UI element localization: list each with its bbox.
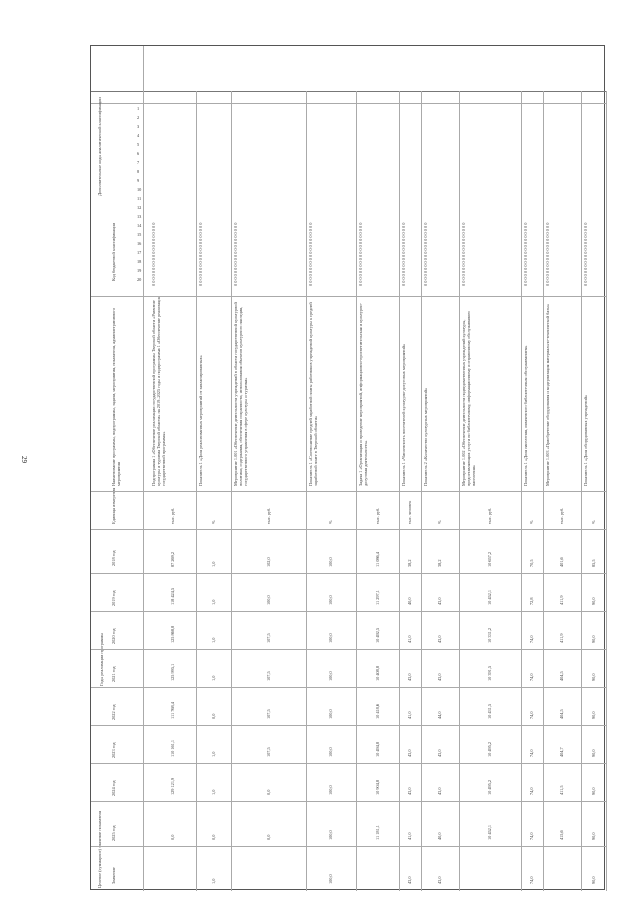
row-name: Показатель 1 «Доля оборудованных учреждений» [583,394,588,486]
row-value: 110 161,1 [169,739,175,757]
row-value: 10 495,2 [487,779,492,795]
column-number: 9 [137,178,140,183]
row-unit: тыс. руб. [169,507,175,524]
row-value: 38,2 [407,559,412,567]
row-value: 10 452,1 [487,824,492,840]
column-number: 3 [137,124,140,129]
row-unit: тыс. руб. [487,507,492,524]
column-number: 11 [137,196,142,201]
column-number: 10 [137,187,142,192]
row-value: 90,0 [590,597,596,605]
row-name: Показатель 1 «Соотношение средней заработной платы работников учреждений культуры к средней заработной плате в Тверской области» [308,301,318,486]
row-value: 43,0 [407,749,412,757]
column-number: 16 [137,241,142,246]
row-value: 74,0 [529,787,534,795]
row-unit: % [328,520,333,524]
table-row [521,46,543,891]
row-value: 125 995,1 [169,663,175,681]
row-value: 74,0 [529,673,534,681]
row-value: 38,2 [437,559,442,567]
row-value: 40,0 [407,597,412,605]
number-strip-divider [143,46,144,891]
row-value: 70,5 [529,559,534,567]
column-header: Значение [111,867,116,884]
target-group-header: Целевое (суммарное) значение показателя [97,810,102,888]
row-codes: 0 0 0 0 0 0 0 0 0 0 0 0 0 0 0 0 0 0 0 0 [461,222,466,286]
row-unit: % [529,520,534,524]
row-value: 10 408,8 [374,665,380,681]
row-unit: тыс. руб. [559,507,564,524]
row-value: 87 269,2 [169,551,175,567]
column-number: 8 [137,169,140,174]
row-value: 44,0 [437,711,442,719]
row-value: 74,0 [529,832,534,840]
row-codes: 0 0 0 0 0 0 0 0 0 0 0 0 0 0 0 0 0 0 0 0 [233,222,238,286]
row-value: 10 657,2 [487,551,492,567]
table-row [581,46,606,891]
column-divider [91,573,606,574]
row-name: Мероприятие 1.001 «Обеспечение деятельности учреждений в области государственной культурной политики, содержания, обеспечения сохранности, использования объектов культурного наследия, государственного управления в сфере культуры и туризма» [233,301,248,486]
row-target: 1,0 [210,878,216,884]
row-value: 90,0 [590,673,596,681]
column-number: 19 [137,268,142,273]
column-header: Единица измерения [111,487,116,524]
column-number: 1 [137,106,140,111]
row-value: 10 904,8 [374,779,380,795]
row-value: 1,0 [210,751,216,757]
row-value: 90,0 [590,635,596,643]
row-target: 43,0 [407,876,412,884]
column-divider [91,846,606,847]
row-value: 100,0 [328,830,333,840]
column-header: 2025 год [111,825,116,841]
row-value: 40,0 [437,832,442,840]
row-value: 90,0 [590,787,596,795]
row-codes: 0 0 0 0 0 0 0 0 0 0 0 0 0 0 0 0 0 0 0 0 [423,222,428,286]
row-value: 11 086,4 [374,552,380,567]
row-codes: 0 0 0 0 0 0 0 0 0 0 0 0 0 0 0 0 0 0 0 0 [358,222,363,286]
values-group-header: Годы реализации программы [99,632,104,686]
row-value: 90,0 [590,832,596,840]
row-name: Показатель 1 «Численность посетителей культурно-досуговых мероприятий» [401,343,406,486]
table-row [543,46,581,891]
table-row [356,46,399,891]
column-number: 6 [137,151,140,156]
column-number: 15 [137,232,142,237]
row-codes: 0 0 0 0 0 0 0 0 0 0 0 0 0 0 0 0 0 0 0 0 [523,222,528,286]
row-value: 411,5 [559,785,564,795]
row-unit: % [210,520,216,524]
row-value: 43,0 [407,673,412,681]
row-value: 10 391,5 [487,665,492,681]
row-value: 118 424,5 [169,587,175,605]
row-value: 404,5 [559,671,564,681]
row-value: 100,0 [328,785,333,795]
column-divider [91,529,606,530]
column-number: 13 [137,214,142,219]
row-codes: 0 0 0 0 0 0 0 0 0 0 0 0 0 0 0 0 0 0 0 0 [308,222,313,286]
row-value: 43,0 [437,635,442,643]
row-value: 0,0 [210,834,216,840]
row-value: 11 297,1 [374,590,380,605]
row-value: 74,0 [529,711,534,719]
column-number: 5 [137,142,140,147]
row-value: 404,7 [559,747,564,757]
row-unit: % [590,520,596,524]
row-value: 0,0 [265,789,271,795]
row-value: 85,5 [590,559,596,567]
column-header: 2021 год [111,666,116,682]
row-value: 0,0 [210,713,216,719]
row-value: 90,0 [590,749,596,757]
row-unit: тыс. руб. [374,507,380,524]
row-value: 10 431,5 [487,703,492,719]
row-name: Показатель 2 «Количество культурных мероприятий» [423,387,428,486]
row-value: 43,0 [437,749,442,757]
row-value: 1,0 [210,637,216,643]
row-unit: тыс. человек [407,500,412,524]
row-value: 1,0 [210,599,216,605]
column-number: 18 [137,259,142,264]
row-value: 43,0 [437,673,442,681]
row-value: 100,0 [328,557,333,567]
row-value: 10 495,2 [487,741,492,757]
table-row [306,46,356,891]
row-target: 90,0 [590,876,596,884]
row-target: 43,0 [437,876,442,884]
row-value: 129 121,9 [169,777,175,795]
row-value: 41,0 [407,711,412,719]
row-codes: 0 0 0 0 0 0 0 0 0 0 0 0 0 0 0 0 0 0 0 0 [151,222,156,286]
table-row [421,46,459,891]
row-name: Подпрограмма 1 «Обеспечение реализации государственной программы Тверской области «Развитие культуры и туризма Тверской области» на 2019–2025 годы и подпрограмма 1 «Обеспечение реализации государственной программы» [151,294,166,486]
row-value: 100,0 [328,709,333,719]
table-row [149,46,196,891]
row-value: 90,0 [590,711,596,719]
column-number: 7 [137,160,140,165]
column-header: 2020 год [111,628,116,644]
row-value: 74,0 [529,635,534,643]
row-value: 1,0 [210,789,216,795]
column-header: 2023 год [111,742,116,758]
row-value: 41,0 [407,635,412,643]
column-number: 17 [137,250,142,255]
row-value: 102,0 [265,557,271,567]
row-value: 1,0 [210,561,216,567]
column-divider [91,296,606,297]
row-target: 100,0 [328,874,333,884]
row-value: 107,5 [265,747,271,757]
row-value: 401,6 [559,557,564,567]
row-value: 100,0 [328,671,333,681]
row-value: 100,0 [328,595,333,605]
column-header: Код бюджетной классификации [111,223,116,281]
row-value: 41,0 [407,832,412,840]
column-divider [91,801,606,802]
row-value: 10 331,2 [487,627,492,643]
row-divider [606,91,607,891]
column-number: 4 [137,133,140,138]
row-value: 404,5 [559,709,564,719]
column-number: 12 [137,205,142,210]
column-divider [91,649,606,650]
row-value: 125 868,8 [169,625,175,643]
row-value: 43,0 [437,597,442,605]
row-value: 100,0 [328,633,333,643]
table-row [459,46,521,891]
row-value: 415,6 [559,830,564,840]
column-header: 2022 год [111,704,116,720]
row-value: 100,0 [328,747,333,757]
column-number: 20 [137,277,142,282]
column-number: 2 [137,115,140,120]
row-name: Задача 1 «Организация и проведение мероприятий, информационно-просветительская и культурно-досуговая деятельность» [358,303,368,486]
column-divider [91,687,606,688]
column-number: 14 [137,223,142,228]
row-value: 107,5 [265,709,271,719]
row-name: Мероприятие 1.002 «Обеспечение деятельности подведомственных учреждений культуры, предоставляющих услуги по библиотечному, информационному и справочному обслуживанию населения» [461,310,476,486]
row-name: Показатель 1 «Доля реализованных мероприятий от запланированных» [198,355,203,486]
row-unit: тыс. руб. [265,507,271,524]
document-table [90,45,605,890]
column-divider [91,611,606,612]
page-number: 29 [20,456,28,463]
row-value: 10 452,1 [487,589,492,605]
table-row [196,46,231,891]
column-divider [91,491,606,492]
row-value: 74,0 [529,749,534,757]
column-header: Наименование программы, подпрограммы, задачи, мероприятия, показателя, административного мероприятия [111,306,121,486]
row-target: 74,0 [529,876,534,884]
row-value: 43,0 [407,787,412,795]
row-value: 10 492,5 [374,627,380,643]
row-value: 1,0 [210,675,216,681]
row-unit: % [437,520,442,524]
row-value: 0,0 [169,834,175,840]
table-row [231,46,306,891]
row-codes: 0 0 0 0 0 0 0 0 0 0 0 0 0 0 0 0 0 0 0 0 [583,222,588,286]
row-value: 107,5 [265,633,271,643]
column-divider [91,725,606,726]
row-value: 10 418,6 [374,703,380,719]
row-name: Мероприятие 1.003 «Приобретение оборудования и модернизация материально-технической базы» [545,304,550,486]
row-value: 72,8 [529,597,534,605]
column-header: 2019 год [111,590,116,606]
row-value: 10 494,8 [374,741,380,757]
row-value: 11 181,1 [374,825,380,840]
row-value: 100,0 [265,595,271,605]
row-value: 107,5 [265,671,271,681]
row-value: 43,0 [437,787,442,795]
row-value: 111 768,4 [169,702,175,719]
table-row [399,46,421,891]
row-codes: 0 0 0 0 0 0 0 0 0 0 0 0 0 0 0 0 0 0 0 0 [198,222,203,286]
row-codes: 0 0 0 0 0 0 0 0 0 0 0 0 0 0 0 0 0 0 0 0 [401,222,406,286]
row-value: 0,0 [265,834,271,840]
row-codes: 0 0 0 0 0 0 0 0 0 0 0 0 0 0 0 0 0 0 0 0 [545,222,550,286]
row-name: Показатель 1 «Доля населения, охваченного библиотечным обслуживанием» [523,345,528,486]
row-value: 411,9 [559,633,564,643]
row-value: 411,9 [559,595,564,605]
activity-group-header: Дополнительные коды аналитической классификации [97,97,102,196]
column-header: 2024 год [111,780,116,796]
column-header: 2018 год [111,550,116,566]
column-divider [91,763,606,764]
